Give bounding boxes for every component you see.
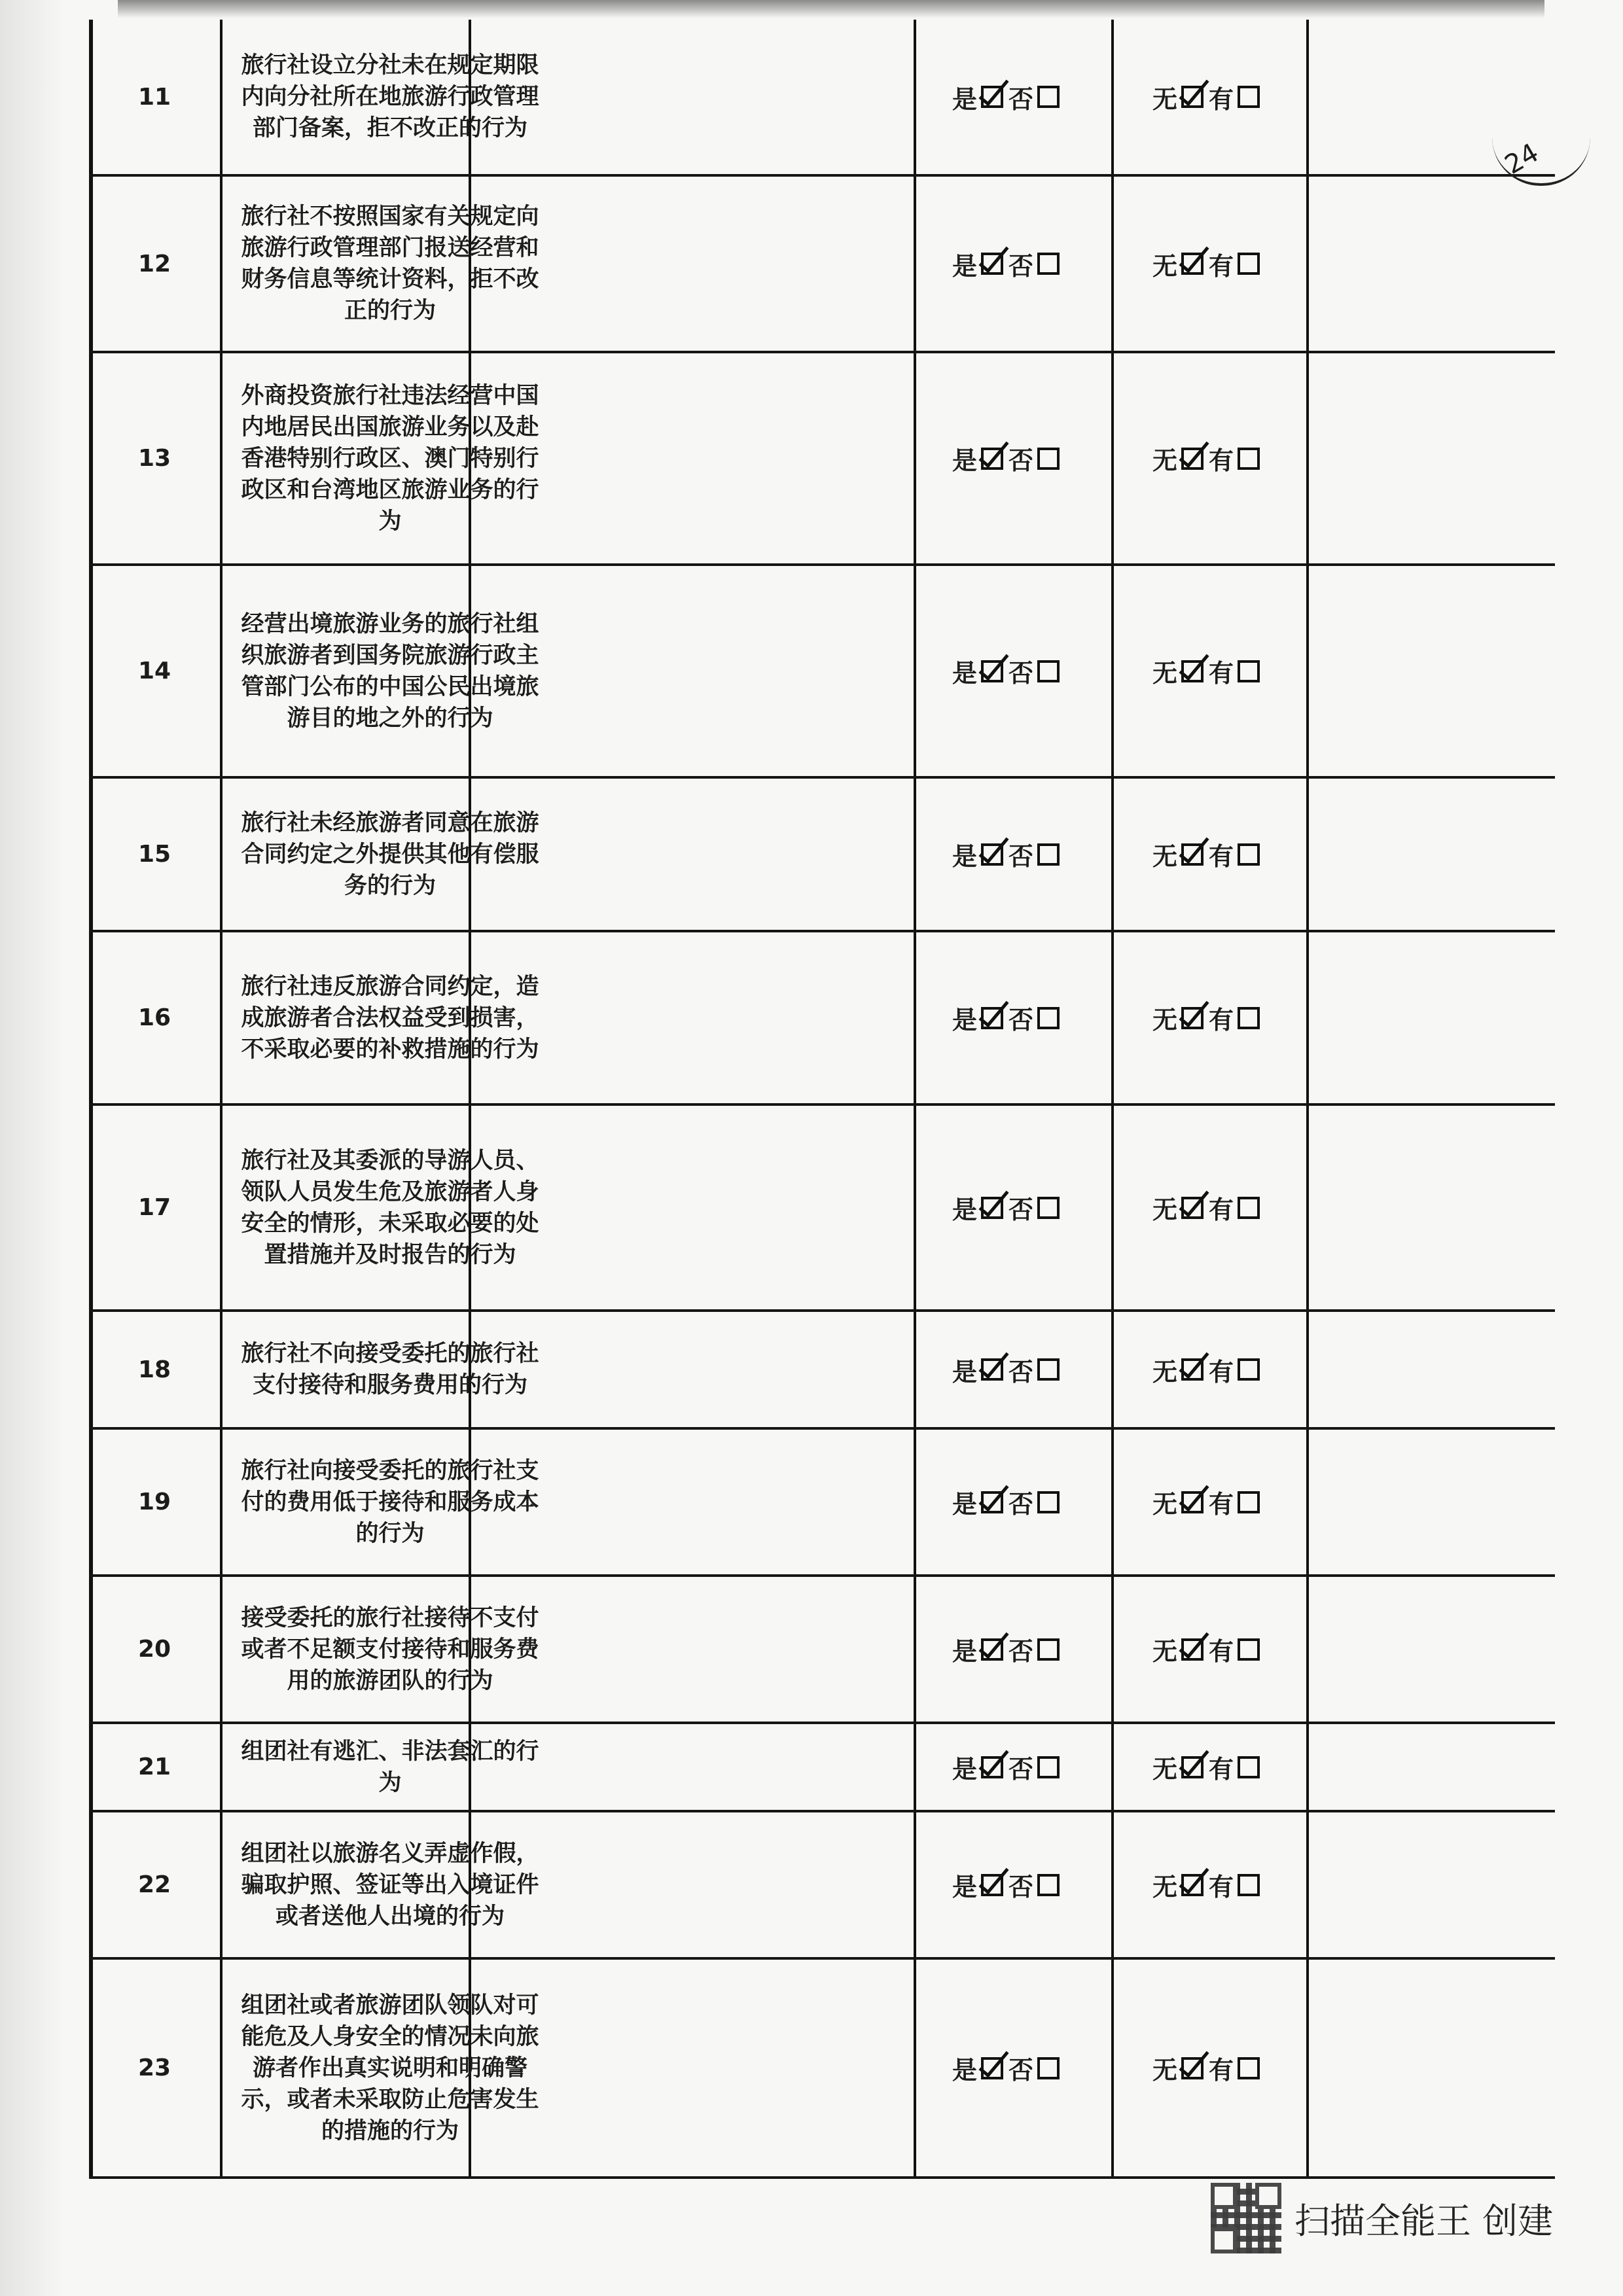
yes-label: 是 [952, 659, 977, 688]
table-row [89, 779, 1555, 932]
qr-code-icon [1211, 2183, 1281, 2253]
has-checkbox[interactable] [1238, 1358, 1260, 1381]
presence-choice [1114, 932, 1304, 1103]
row-number: 18 [137, 1356, 171, 1383]
presence-choice [1114, 20, 1304, 174]
row-number: 12 [137, 250, 171, 277]
no-checkbox[interactable] [1037, 2057, 1060, 2079]
yes-label: 是 [952, 251, 977, 281]
yes-checkbox[interactable] [981, 1197, 1003, 1219]
no-checkbox[interactable] [1037, 1197, 1060, 1219]
no-label: 否 [1008, 2056, 1034, 2085]
item-description: 旅行社设立分社未在规定期限内向分社所在地旅游行政管理部门备案，拒不改正的行为 [241, 52, 539, 141]
compliance-choice [914, 177, 1103, 351]
yes-label: 是 [952, 1357, 977, 1386]
yes-checkbox[interactable] [981, 1874, 1003, 1896]
presence-choice [1114, 1312, 1304, 1427]
has-checkbox[interactable] [1238, 1874, 1260, 1896]
item-description: 外商投资旅行社违法经营中国内地居民出国旅游业务以及赴香港特别行政区、澳门特别行政区和台湾地区旅游业务的行为 [241, 382, 539, 535]
row-number: 23 [137, 2055, 171, 2081]
no-label: 否 [1008, 1490, 1034, 1519]
compliance-choice [914, 566, 1103, 776]
has-label: 有 [1209, 1195, 1234, 1224]
compliance-choice [914, 779, 1103, 930]
item-description: 组团社有逃汇、非法套汇的行为 [241, 1738, 539, 1796]
no-label: 否 [1008, 1357, 1034, 1386]
presence-choice [1114, 1812, 1304, 1957]
presence-choice [1114, 353, 1304, 563]
has-label: 有 [1209, 1637, 1234, 1666]
yes-checkbox[interactable] [981, 86, 1003, 108]
has-label: 有 [1209, 251, 1234, 281]
table-row [89, 932, 1555, 1106]
compliance-choice [914, 1960, 1103, 2176]
item-description: 接受委托的旅行社接待不支付或者不足额支付接待和服务费用的旅游团队的行为 [241, 1604, 539, 1694]
no-checkbox[interactable] [1037, 660, 1060, 682]
item-description: 组团社或者旅游团队领队对可能危及人身安全的情况未向旅游者作出真实说明和明确警示，或者未采取防止危害发生的措施的行为 [241, 1992, 539, 2144]
yes-label: 是 [952, 1006, 977, 1034]
has-label: 有 [1209, 1873, 1234, 1901]
table-row [89, 1960, 1555, 2179]
table-row [89, 177, 1555, 353]
no-label: 否 [1008, 659, 1034, 688]
none-checkbox[interactable] [1181, 1491, 1204, 1513]
table-row [89, 353, 1555, 566]
no-label: 否 [1008, 1873, 1034, 1901]
no-checkbox[interactable] [1037, 86, 1060, 108]
watermark-text: 扫描全能王 创建 [1294, 2200, 1554, 2242]
no-checkbox[interactable] [1037, 1007, 1060, 1029]
no-label: 否 [1008, 842, 1034, 871]
yes-label: 是 [952, 1637, 977, 1666]
none-label: 无 [1152, 842, 1177, 871]
has-label: 有 [1209, 842, 1234, 871]
no-label: 否 [1008, 84, 1034, 114]
yes-checkbox[interactable] [981, 253, 1003, 275]
has-checkbox[interactable] [1238, 1491, 1260, 1513]
no-label: 否 [1008, 1195, 1034, 1224]
no-checkbox[interactable] [1037, 448, 1060, 470]
none-label: 无 [1152, 1006, 1177, 1034]
none-label: 无 [1152, 1490, 1177, 1519]
has-label: 有 [1209, 2056, 1234, 2085]
no-checkbox[interactable] [1037, 1358, 1060, 1381]
compliance-choice [914, 1106, 1103, 1309]
has-label: 有 [1209, 659, 1234, 688]
presence-choice [1114, 779, 1304, 930]
none-label: 无 [1152, 1357, 1177, 1386]
checklist-table [89, 20, 1555, 2179]
compliance-choice [914, 1430, 1103, 1574]
has-label: 有 [1209, 1490, 1234, 1519]
compliance-choice [914, 1312, 1103, 1427]
table-row [89, 1312, 1555, 1430]
has-checkbox[interactable] [1238, 1197, 1260, 1219]
presence-choice [1114, 1430, 1304, 1574]
yes-checkbox[interactable] [981, 1358, 1003, 1381]
table-row [89, 1577, 1555, 1724]
table-row [89, 1106, 1555, 1312]
compliance-choice [914, 353, 1103, 563]
yes-label: 是 [952, 842, 977, 871]
table-row [89, 1430, 1555, 1577]
top-scan-edge [118, 0, 1544, 18]
none-checkbox[interactable] [1181, 2057, 1204, 2079]
row-number: 14 [137, 658, 171, 684]
none-label: 无 [1152, 1637, 1177, 1666]
row-number: 19 [137, 1489, 171, 1515]
no-checkbox[interactable] [1037, 1874, 1060, 1896]
none-label: 无 [1152, 446, 1177, 475]
table-row [89, 1812, 1555, 1960]
none-label: 无 [1152, 1755, 1177, 1784]
row-number: 16 [137, 1004, 171, 1031]
none-checkbox[interactable] [1181, 1358, 1204, 1381]
page-edge-shadow [0, 0, 65, 2296]
yes-checkbox[interactable] [981, 2057, 1003, 2079]
has-checkbox[interactable] [1238, 843, 1260, 866]
scanner-watermark [1211, 2179, 1553, 2257]
yes-checkbox[interactable] [981, 1491, 1003, 1513]
yes-label: 是 [952, 2056, 977, 2085]
yes-checkbox[interactable] [981, 1007, 1003, 1029]
no-checkbox[interactable] [1037, 1638, 1060, 1661]
has-label: 有 [1209, 84, 1234, 114]
row-number: 15 [137, 841, 171, 868]
none-checkbox[interactable] [1181, 86, 1204, 108]
none-label: 无 [1152, 251, 1177, 281]
none-checkbox[interactable] [1181, 843, 1204, 866]
none-checkbox[interactable] [1181, 448, 1204, 470]
yes-label: 是 [952, 1490, 977, 1519]
row-number: 21 [137, 1754, 171, 1780]
yes-checkbox[interactable] [981, 1756, 1003, 1778]
yes-checkbox[interactable] [981, 1638, 1003, 1661]
yes-label: 是 [952, 84, 977, 114]
no-checkbox[interactable] [1037, 1756, 1060, 1778]
item-description: 旅行社向接受委托的旅行社支付的费用低于接待和服务成本的行为 [241, 1457, 539, 1547]
row-number: 20 [137, 1636, 171, 1663]
no-label: 否 [1008, 1755, 1034, 1784]
no-checkbox[interactable] [1037, 253, 1060, 275]
none-checkbox[interactable] [1181, 1197, 1204, 1219]
has-checkbox[interactable] [1238, 660, 1260, 682]
has-checkbox[interactable] [1238, 1756, 1260, 1778]
none-label: 无 [1152, 84, 1177, 114]
item-description: 组团社以旅游名义弄虚作假，骗取护照、签证等出入境证件或者送他人出境的行为 [241, 1840, 539, 1930]
yes-checkbox[interactable] [981, 843, 1003, 866]
yes-label: 是 [952, 1755, 977, 1784]
none-checkbox[interactable] [1181, 253, 1204, 275]
none-checkbox[interactable] [1181, 1007, 1204, 1029]
no-label: 否 [1008, 446, 1034, 475]
none-checkbox[interactable] [1181, 1874, 1204, 1896]
compliance-choice [914, 1812, 1103, 1957]
no-label: 否 [1008, 1637, 1034, 1666]
row-number: 17 [137, 1194, 171, 1221]
page-number: 24 [1499, 137, 1544, 181]
table-row [89, 1724, 1555, 1812]
yes-checkbox[interactable] [981, 448, 1003, 470]
none-label: 无 [1152, 1873, 1177, 1901]
yes-label: 是 [952, 446, 977, 475]
item-description: 旅行社不向接受委托的旅行社支付接待和服务费用的行为 [241, 1341, 539, 1398]
yes-label: 是 [952, 1873, 977, 1901]
has-checkbox[interactable] [1238, 448, 1260, 470]
no-label: 否 [1008, 1006, 1034, 1034]
has-checkbox[interactable] [1238, 1007, 1260, 1029]
none-checkbox[interactable] [1181, 660, 1204, 682]
has-checkbox[interactable] [1238, 253, 1260, 275]
presence-choice [1114, 1960, 1304, 2176]
item-description: 旅行社未经旅游者同意在旅游合同约定之外提供其他有偿服务的行为 [241, 809, 539, 899]
compliance-choice [914, 1577, 1103, 1722]
row-number: 11 [137, 83, 171, 111]
compliance-choice [914, 1724, 1103, 1810]
has-label: 有 [1209, 1006, 1234, 1034]
row-number: 13 [137, 445, 171, 472]
row-number: 22 [137, 1871, 171, 1898]
presence-choice [1114, 1577, 1304, 1722]
none-checkbox[interactable] [1181, 1638, 1204, 1661]
table-row [89, 20, 1555, 177]
yes-checkbox[interactable] [981, 660, 1003, 682]
presence-choice [1114, 1106, 1304, 1309]
item-description: 旅行社及其委派的导游人员、领队人员发生危及旅游者人身安全的情形，未采取必要的处置措施并及时报告的行为 [241, 1147, 539, 1268]
presence-choice [1114, 566, 1304, 776]
item-description: 旅行社违反旅游合同约定，造成旅游者合法权益受到损害，不采取必要的补救措施的行为 [241, 973, 539, 1063]
has-checkbox[interactable] [1238, 2057, 1260, 2079]
none-checkbox[interactable] [1181, 1756, 1204, 1778]
compliance-choice [914, 932, 1103, 1103]
has-label: 有 [1209, 1755, 1234, 1784]
has-label: 有 [1209, 1357, 1234, 1386]
none-label: 无 [1152, 1195, 1177, 1224]
none-label: 无 [1152, 2056, 1177, 2085]
no-label: 否 [1008, 251, 1034, 281]
yes-label: 是 [952, 1195, 977, 1224]
table-row [89, 566, 1555, 779]
no-checkbox[interactable] [1037, 843, 1060, 866]
item-description: 经营出境旅游业务的旅行社组织旅游者到国务院旅游行政主管部门公布的中国公民出境旅游目的地之外的行为 [241, 610, 539, 732]
has-checkbox[interactable] [1238, 86, 1260, 108]
has-checkbox[interactable] [1238, 1638, 1260, 1661]
compliance-choice [914, 20, 1103, 174]
no-checkbox[interactable] [1037, 1491, 1060, 1513]
none-label: 无 [1152, 659, 1177, 688]
item-description: 旅行社不按照国家有关规定向旅游行政管理部门报送经营和财务信息等统计资料，拒不改正的行为 [241, 203, 539, 324]
presence-choice [1114, 1724, 1304, 1810]
presence-choice [1114, 177, 1304, 351]
has-label: 有 [1209, 446, 1234, 475]
